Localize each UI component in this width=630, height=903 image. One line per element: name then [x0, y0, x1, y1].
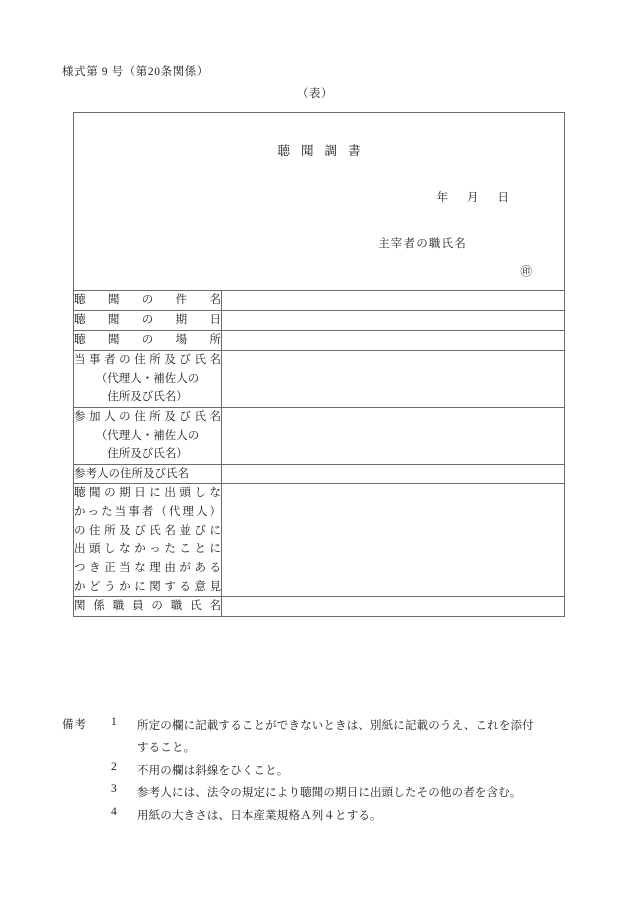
- remarks-text: すること。: [137, 742, 196, 755]
- table-row: [74, 291, 565, 311]
- row-label-line: （代理人・補佐人の: [95, 372, 200, 385]
- row-label-line: 住所及び氏名）: [107, 448, 188, 461]
- remarks-text: 用紙の大きさは、日本産業規格Ａ列４とする。: [137, 809, 382, 822]
- date-line: 年月日: [436, 192, 528, 204]
- table-row: [74, 311, 565, 331]
- row-label-line: 聴聞の場所: [74, 334, 221, 347]
- row-value-field[interactable]: [222, 311, 565, 331]
- remarks-line: [62, 783, 622, 803]
- table-row: [74, 464, 565, 484]
- row-label-line: 聴聞の期日: [74, 314, 221, 327]
- row-value-field[interactable]: [222, 597, 565, 617]
- row-label: [74, 351, 222, 408]
- title-row: [74, 113, 565, 291]
- title-block: [74, 113, 565, 291]
- row-label: [74, 311, 222, 331]
- remarks-line: [62, 806, 622, 826]
- row-label: [74, 331, 222, 351]
- remarks-line: [62, 716, 622, 736]
- remarks-number: 1: [111, 716, 117, 728]
- remarks-text: 不用の欄は斜線をひくこと。: [137, 764, 289, 777]
- row-label: [74, 464, 222, 484]
- table-body: [74, 113, 565, 617]
- table-row: [74, 597, 565, 617]
- form-number: 様式第 9 号（第20条関係）: [62, 66, 209, 78]
- row-label-line: つき正当な理由がある: [74, 561, 221, 574]
- row-label-line: 関係職員の職氏名: [74, 600, 221, 613]
- row-label-line: の住所及び氏名並びに: [74, 524, 221, 537]
- table-row: [74, 331, 565, 351]
- remarks-heading: 備考: [62, 719, 87, 731]
- row-label-line: 住所及び氏名）: [107, 391, 188, 404]
- remarks-number: 4: [111, 805, 117, 818]
- side-label: （表）: [296, 88, 334, 100]
- remarks-number: 3: [111, 783, 117, 796]
- row-label-line: 参考人の住所及び氏名: [74, 467, 189, 480]
- row-label-line: 聴聞の期日に出頭しな: [74, 487, 221, 500]
- row-label: [74, 484, 222, 597]
- row-label-line: 出頭しなかったことに: [74, 543, 221, 556]
- remarks-text: 所定の欄に記載することができないときは、別紙に記載のうえ、これを添付: [137, 720, 534, 732]
- row-value-field[interactable]: [222, 464, 565, 484]
- remarks-section: [62, 716, 622, 828]
- row-label-line: 当事者の住所及び氏名: [74, 354, 221, 366]
- table-row: [74, 407, 565, 464]
- row-value-field[interactable]: [222, 484, 565, 597]
- document-title: 聴聞調書: [277, 144, 372, 158]
- row-label-line: かった当事者（代理人）: [74, 506, 221, 518]
- table-row: [74, 351, 565, 408]
- remarks-text: 参考人には、法令の規定により聴聞の期日に出頭したその他の者を含む。: [137, 787, 522, 800]
- hearing-record-table: [73, 112, 565, 617]
- seal-icon: ㊞: [520, 264, 532, 278]
- row-value-field[interactable]: [222, 407, 565, 464]
- row-value-field[interactable]: [222, 291, 565, 311]
- remarks-number: 2: [111, 760, 117, 773]
- row-label: [74, 291, 222, 311]
- remarks-line: [62, 738, 622, 758]
- row-label-line: かどうかに関する意見: [74, 580, 221, 593]
- row-label: [74, 597, 222, 617]
- officer-name-label: 主宰者の職氏名: [378, 238, 467, 250]
- row-label-line: （代理人・補佐人の: [95, 429, 200, 442]
- row-value-field[interactable]: [222, 331, 565, 351]
- row-label: [74, 407, 222, 464]
- table-row: [74, 484, 565, 597]
- row-value-field[interactable]: [222, 351, 565, 408]
- row-label-line: 聴聞の件名: [74, 294, 221, 307]
- remarks-line: [62, 761, 622, 781]
- row-label-line: 参加人の住所及び氏名: [74, 410, 221, 423]
- remarks-number: [106, 738, 137, 750]
